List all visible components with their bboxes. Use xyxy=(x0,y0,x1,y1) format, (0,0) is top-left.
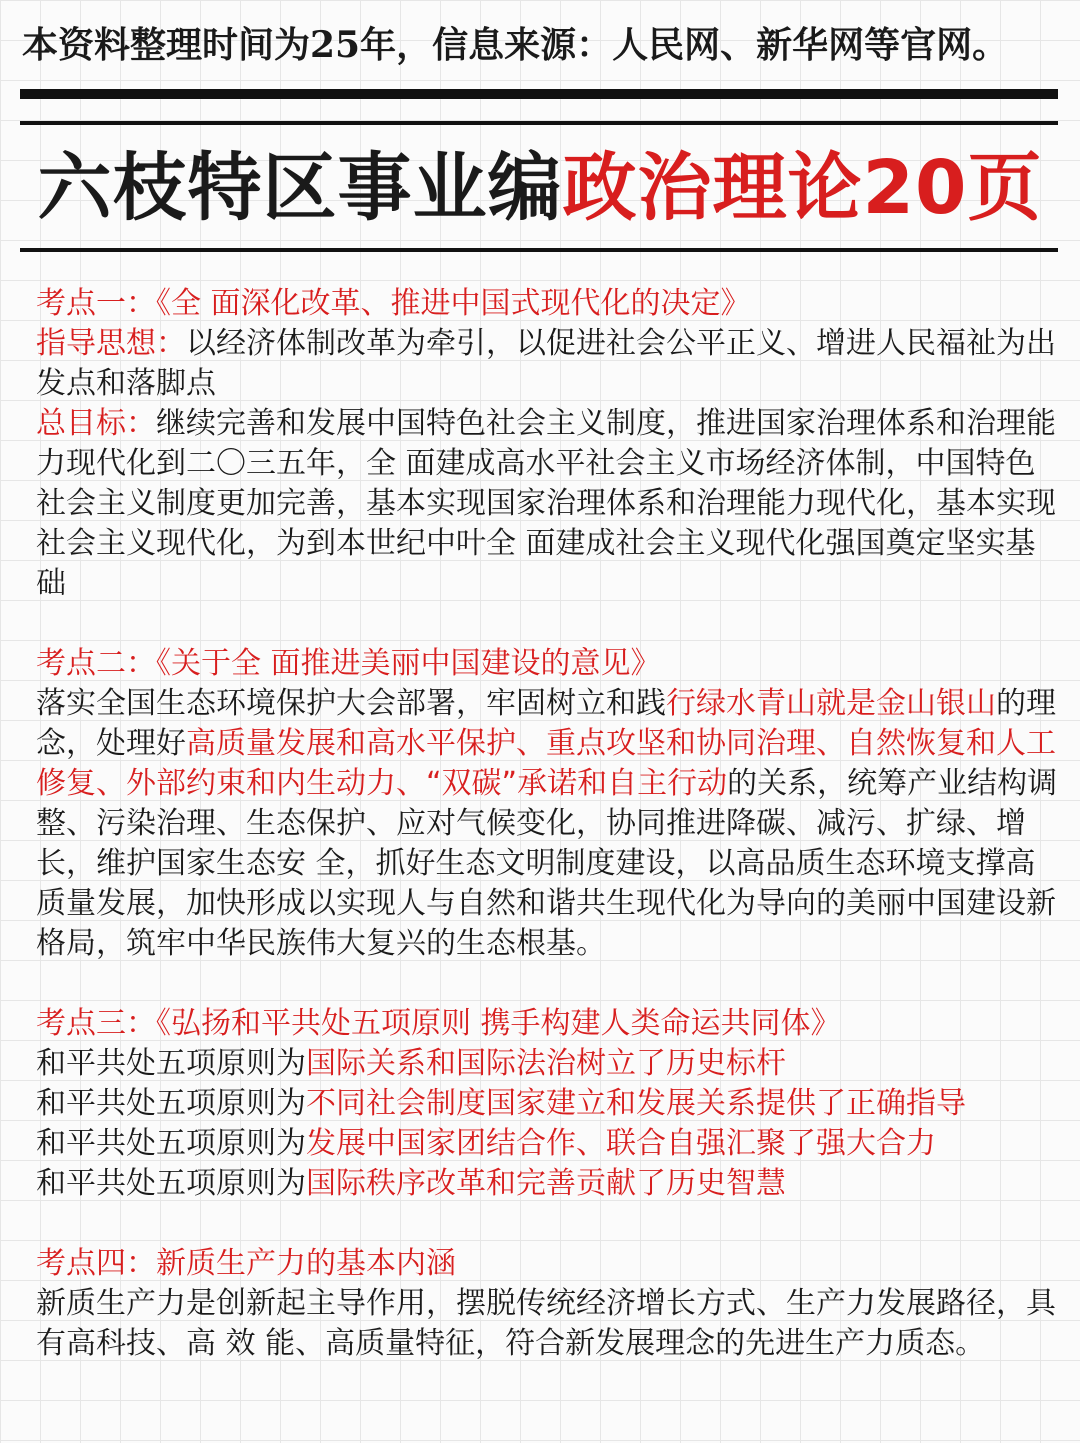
principle-line xyxy=(36,1044,1060,1084)
line-highlight: 不同社会制度国家建立和发展关系提供了正确指导 xyxy=(306,1086,966,1121)
text-run: 的理念，处理好 xyxy=(36,686,1056,761)
highlight-run: 高质量发展和高水平保护、重点攻坚和协同治理、自然恢复和人工修复、外部约束和内生动力、“双碳”承诺和自主行动 xyxy=(36,726,1056,801)
overall-goal xyxy=(36,404,1060,604)
section-label: 考点三： xyxy=(36,1006,156,1041)
source-note: 本资料整理时间为25年，信息来源：人民网、新华网等官网。 xyxy=(22,24,1009,66)
text-run: 的关系，统筹产业结构调整、污染治理、生态保护、应对气候变化，协同推进降碳、减污、扩绿、增长，维护国家生态安 全，抓好生态文明制度建设，以高品质生态环境支撑高质量发展，加快形成以实现人与自然和谐共生现代化为导向的美丽中国建设新格局，筑牢中华民族伟大复兴的生态根基。 xyxy=(36,766,1058,961)
line-prefix: 和平共处五项原则为 xyxy=(36,1166,306,1201)
section-2 xyxy=(36,644,1060,964)
item-text: 继续完善和发展中国特色社会主义制度，推进国家治理体系和治理能力现代化到二〇三五年，全 面建成高水平社会主义市场经济体制，中国特色社会主义制度更加完善，基本实现国家治理体系和治理能力现代化，基本实现社会主义现代化，为到本世纪中叶全 面建成社会主义现代化强国奠定坚实基础 xyxy=(36,406,1056,601)
section-4 xyxy=(36,1244,1060,1364)
principle-line xyxy=(36,1084,1060,1124)
guiding-thought xyxy=(36,324,1060,404)
section-title: 《关于全 面推进美丽中国建设的意见》 xyxy=(156,646,661,681)
top-divider-thin xyxy=(20,121,1058,125)
item-label: 指导思想： xyxy=(36,326,186,361)
section-title: 《弘扬和平共处五项原则 携手构建人类命运共同体》 xyxy=(156,1006,841,1041)
principle-line xyxy=(36,1124,1060,1164)
section-label: 考点一： xyxy=(36,286,156,321)
section-heading xyxy=(36,644,1060,684)
section-heading xyxy=(36,1244,1060,1284)
principle-line xyxy=(36,1164,1060,1204)
line-prefix: 和平共处五项原则为 xyxy=(36,1086,306,1121)
section-title: 《全 面深化改革、推进中国式现代化的决定》 xyxy=(156,286,751,321)
text-run: 落实全国生态环境保护大会部署，牢固树立和践 xyxy=(36,686,666,721)
line-highlight: 国际关系和国际法治树立了历史标杆 xyxy=(306,1046,786,1081)
top-divider-thick xyxy=(20,89,1058,99)
page-title xyxy=(0,140,1080,236)
title-black-part: 六枝特区事业编 xyxy=(37,145,563,231)
line-prefix: 和平共处五项原则为 xyxy=(36,1126,306,1161)
section-3 xyxy=(36,1004,1060,1204)
item-label: 总目标： xyxy=(36,406,156,441)
item-text: 以经济体制改革为牵引，以促进社会公平正义、增进人民福祉为出发点和落脚点 xyxy=(36,326,1056,401)
section-1 xyxy=(36,284,1060,604)
section-paragraph xyxy=(36,684,1060,964)
section-heading xyxy=(36,284,1060,324)
content-body xyxy=(36,284,1060,1404)
line-highlight: 国际秩序改革和完善贡献了历史智慧 xyxy=(306,1166,786,1201)
line-highlight: 发展中国家团结合作、联合自强汇聚了强大合力 xyxy=(306,1126,936,1161)
section-title: 新质生产力的基本内涵 xyxy=(156,1246,456,1281)
highlight-run: 行绿水青山就是金山银山 xyxy=(666,686,996,721)
line-prefix: 和平共处五项原则为 xyxy=(36,1046,306,1081)
title-red-part: 政治理论20页 xyxy=(562,145,1043,231)
section-label: 考点四： xyxy=(36,1246,156,1281)
section-paragraph: 新质生产力是创新起主导作用，摆脱传统经济增长方式、生产力发展路径，具有高科技、高 效 能、高质量特征，符合新发展理念的先进生产力质态。 xyxy=(36,1286,1056,1361)
section-label: 考点二： xyxy=(36,646,156,681)
title-divider xyxy=(20,248,1058,252)
section-heading xyxy=(36,1004,1060,1044)
